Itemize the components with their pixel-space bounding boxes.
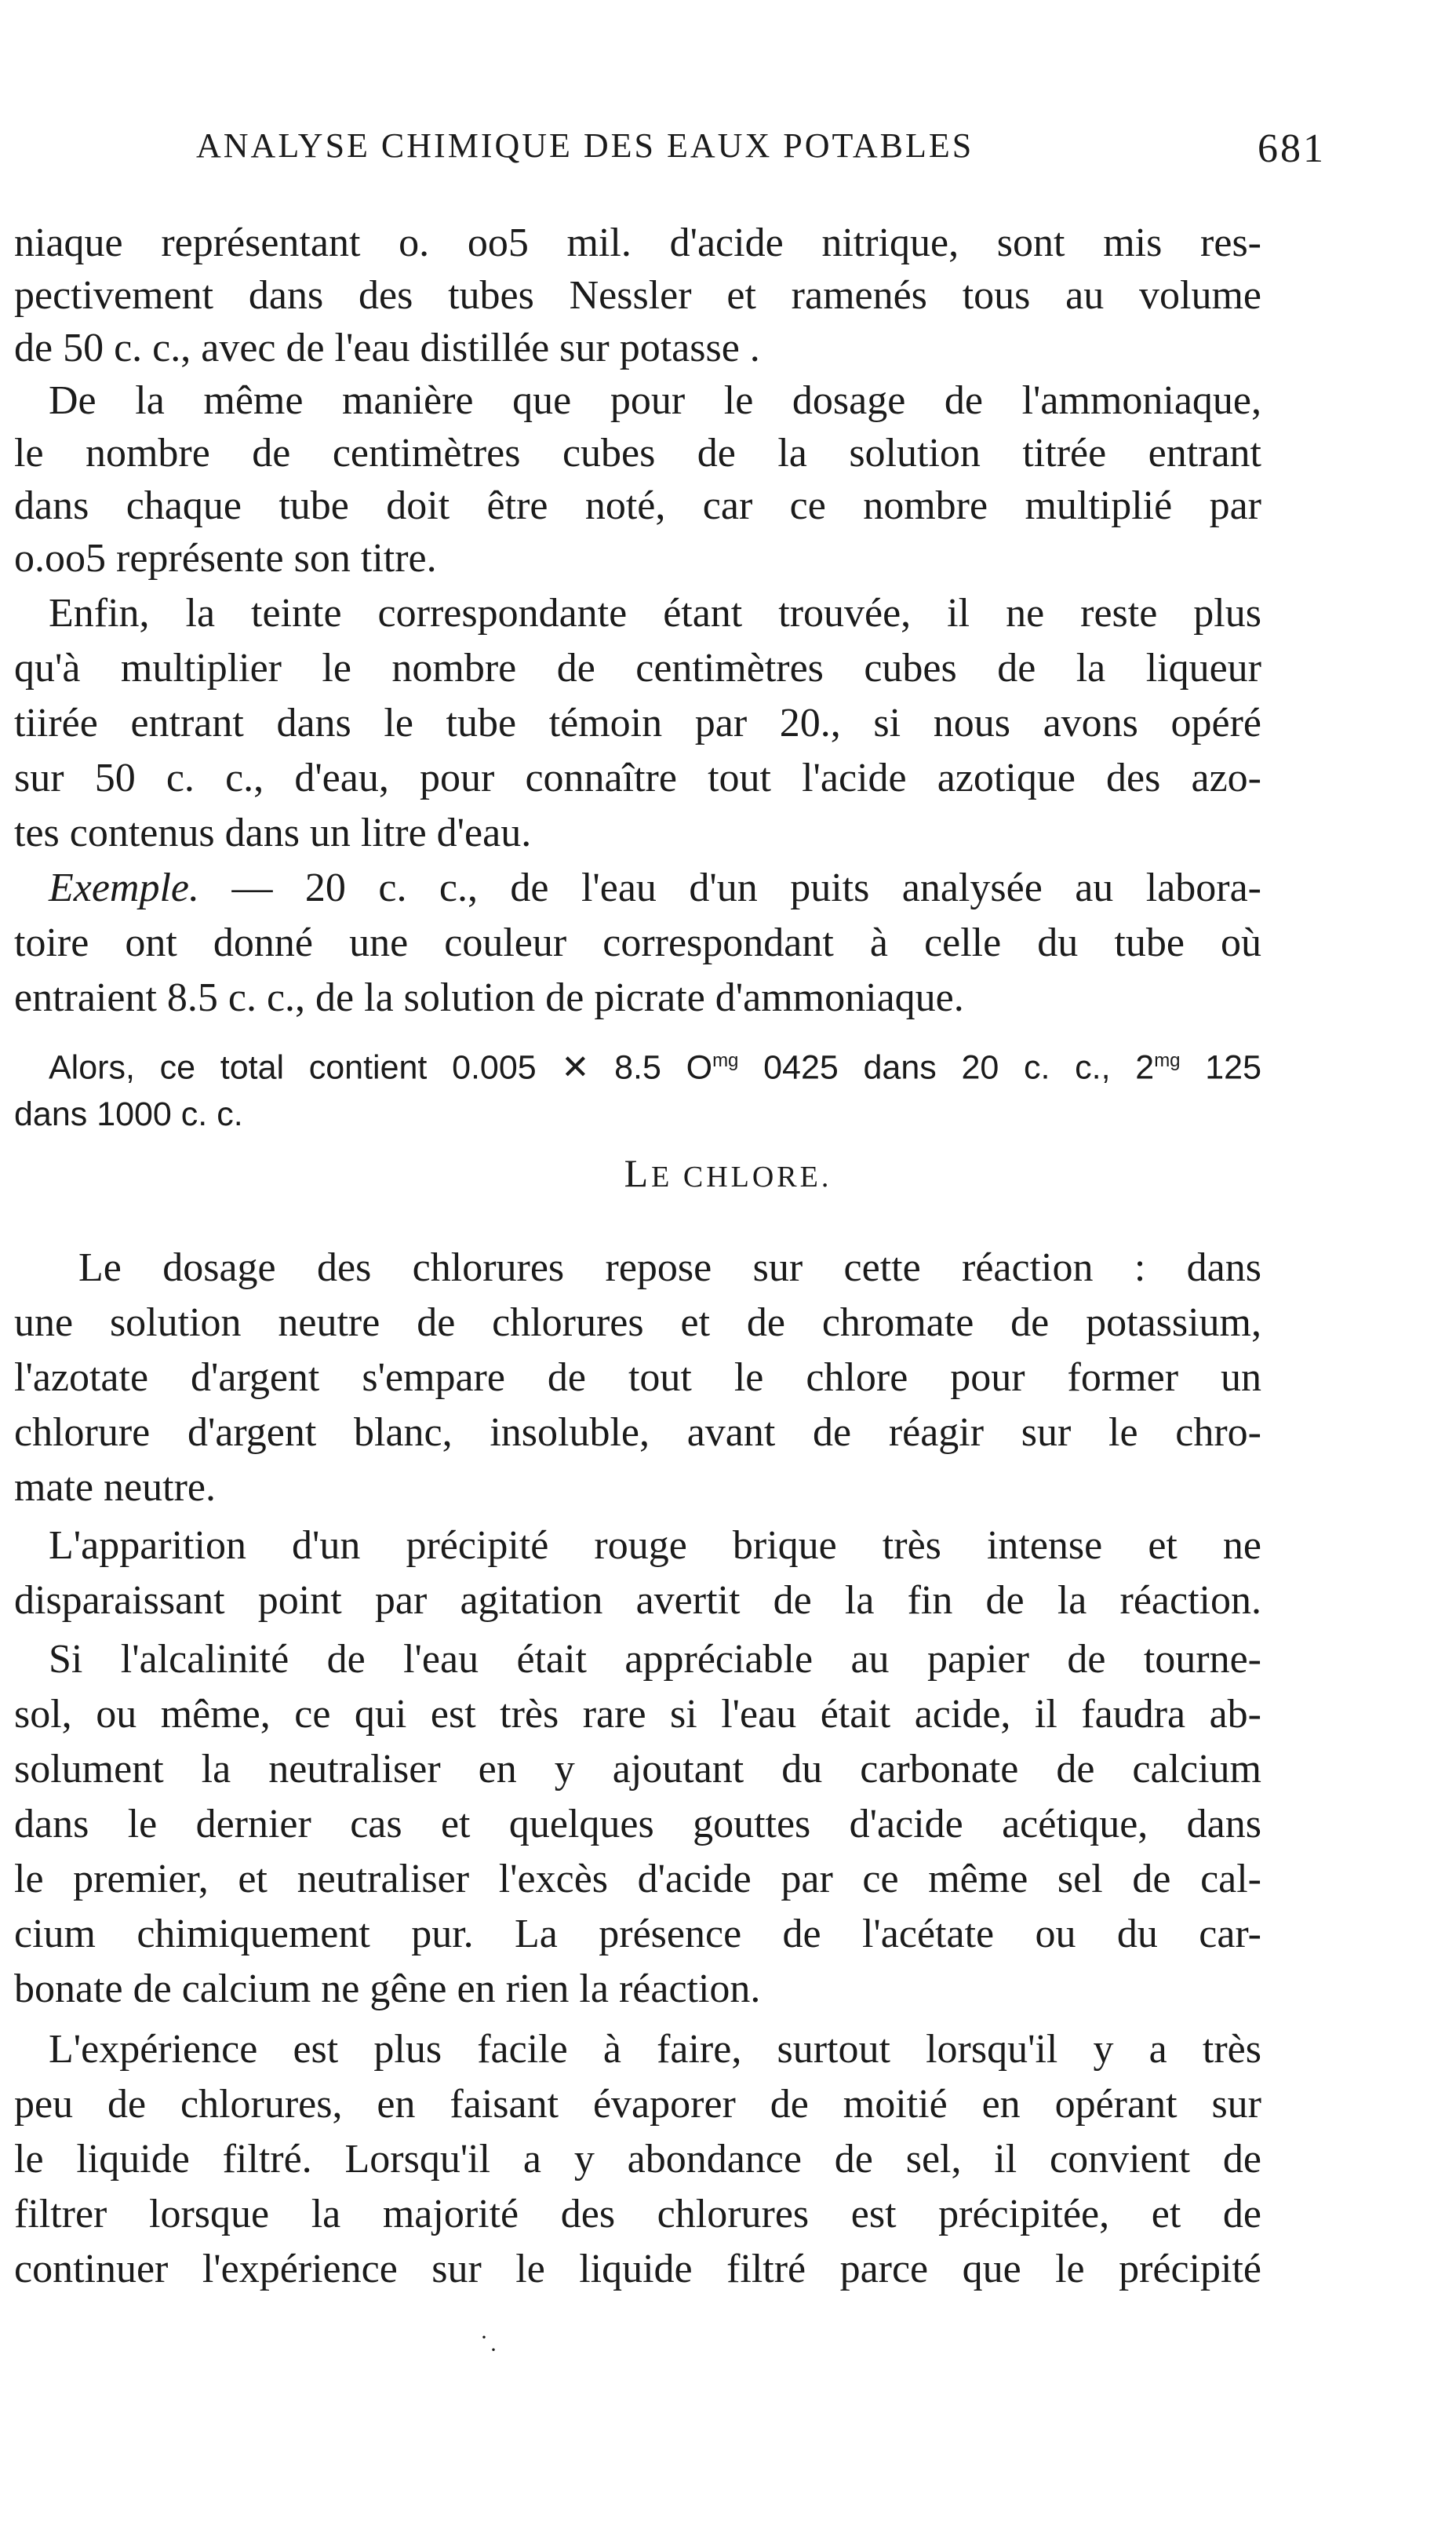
text-line: disparaissant point par agitation avertit de la fin de la réaction. [14, 1578, 1261, 1623]
text-line: sur 50 c. c., d'eau, pour connaître tout l'acide azotique des azo- [14, 756, 1261, 800]
text-line: peu de chlorures, en faisant évaporer de moitié en opérant sur [14, 2082, 1261, 2127]
text-line: mate neutre. [14, 1465, 216, 1510]
example-first-line [49, 863, 1261, 913]
text-line: qu'à multiplier le nombre de centimètres cubes de la liqueur [14, 646, 1261, 691]
text-line: le premier, et neutraliser l'excès d'acide par ce même sel de cal- [14, 1857, 1261, 1901]
calc-text-a: Alors, ce total contient 0.005 ✕ 8.5 O [49, 1048, 713, 1087]
text-line: De la même manière que pour le dosage de l'ammoniaque, [49, 378, 1261, 423]
calc-unit-1: mg [712, 1050, 739, 1071]
text-line: de 50 c. c., avec de l'eau distillée sur potasse . [14, 326, 760, 370]
example-label: Exemple. [49, 866, 200, 910]
text-line: niaque représentant o. oo5 mil. d'acide nitrique, sont mis res- [14, 221, 1261, 265]
heading-initial: L [624, 1151, 652, 1195]
print-speck: · [480, 2324, 488, 2350]
text-line: une solution neutre de chlorures et de chromate de potassium, [14, 1300, 1261, 1345]
text-line: le liquide filtré. Lorsqu'il a y abondance de sel, il convient de [14, 2137, 1261, 2182]
text-line: cium chimiquement pur. La présence de l'acétate ou du car- [14, 1912, 1261, 1956]
section-heading [0, 1150, 1456, 1196]
text-line: Le dosage des chlorures repose sur cette réaction : dans [78, 1245, 1261, 1290]
text-line: bonate de calcium ne gêne en rien la réaction. [14, 1967, 761, 2011]
calculation-line-2: dans 1000 c. c. [14, 1095, 243, 1133]
example-text: — 20 c. c., de l'eau d'un puits analysée au labora- [199, 866, 1261, 910]
text-line: L'apparition d'un précipité rouge brique très intense et ne [49, 1523, 1261, 1568]
text-line: Si l'alcalinité de l'eau était appréciable au papier de tourne- [49, 1637, 1261, 1682]
print-speck: · [490, 2337, 497, 2363]
text-line: tes contenus dans un litre d'eau. [14, 811, 532, 855]
text-line: dans le dernier cas et quelques gouttes d'acide acétique, dans [14, 1802, 1261, 1846]
text-line: toire ont donné une couleur correspondant à celle du tube où [14, 920, 1261, 965]
text-line: entraient 8.5 c. c., de la solution de picrate d'ammoniaque. [14, 975, 964, 1020]
text-line: L'expérience est plus facile à faire, surtout lorsqu'il y a très [49, 2027, 1261, 2072]
text-line: Enfin, la teinte correspondante étant trouvée, il ne reste plus [49, 591, 1261, 636]
calculation-line-1 [49, 1036, 1261, 1092]
text-line: o.oo5 représente son titre. [14, 536, 437, 581]
calc-text-c: 125 [1180, 1048, 1261, 1087]
text-line: sol, ou même, ce qui est très rare si l'eau était acide, il faudra ab- [14, 1692, 1261, 1737]
text-line: l'azotate d'argent s'empare de tout le chlore pour former un [14, 1355, 1261, 1400]
text-line: filtrer lorsque la majorité des chlorures est précipitée, et de [14, 2192, 1261, 2236]
page-number: 681 [1258, 126, 1326, 171]
heading-rest: E CHLORE. [651, 1161, 832, 1194]
text-line: continuer l'expérience sur le liquide filtré parce que le précipité [14, 2247, 1261, 2291]
text-line: dans chaque tube doit être noté, car ce nombre multiplié par [14, 483, 1261, 528]
text-line: tiirée entrant dans le tube témoin par 20., si nous avons opéré [14, 701, 1261, 745]
calc-unit-2: mg [1154, 1050, 1181, 1071]
calc-text-b: 0425 dans 20 c. c., 2 [738, 1048, 1155, 1087]
text-line: chlorure d'argent blanc, insoluble, avant de réagir sur le chro- [14, 1410, 1261, 1455]
text-line: solument la neutraliser en y ajoutant du carbonate de calcium [14, 1747, 1261, 1792]
running-title: ANALYSE CHIMIQUE DES EAUX POTABLES [196, 126, 974, 165]
text-line: pectivement dans des tubes Nessler et ramenés tous au volume [14, 273, 1261, 318]
text-line: le nombre de centimètres cubes de la solution titrée entrant [14, 431, 1261, 476]
